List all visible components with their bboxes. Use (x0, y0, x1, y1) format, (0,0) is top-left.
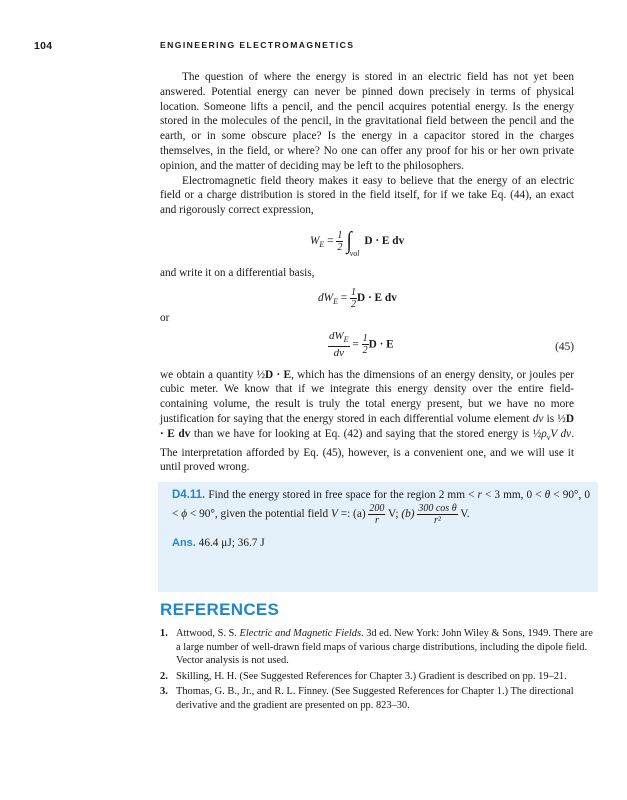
page-header (34, 40, 594, 54)
paragraph-4: we obtain a quantity ½D · E, which has the dimensions of an energy density, or joules per cubic meter. We know that if we integrate this energy density over the entire field-containing volume, the result is truly the total energy present, but we have no more justification for saying that the energy stored in each differential volume element dv is ½D · E dv than we have for looking at Eq. (42) and saying that the stored energy is $\frac{1}{2}\rho_vV$ dv. The interpretation afforded by Eq. (45), however, is a convenient one, and we will use it until proved wrong. (160, 368, 575, 474)
main-text (160, 70, 574, 475)
eq3-half: $\frac{1}{2}$ (362, 333, 368, 357)
drill-label: D4.11. (172, 489, 206, 501)
page-number: 104 (34, 40, 53, 52)
eq2-half: $\frac{1}{2}$ (350, 286, 356, 310)
eq1-lhs-sub: E (319, 240, 325, 250)
drill-problem-box (158, 482, 598, 592)
reference-item: 3. Thomas, G. B., Jr., and R. L. Finney. (See Suggested References for Chapter 1.) The directional derivative and the gradient are presented on pp. 823–30. (160, 686, 574, 711)
answer-label: Ans. (172, 537, 196, 549)
drill-problem-text: D4.11. Find the energy stored in free space for the region 2 mm < r < 3 mm, 0 < θ < 90°, 0 < ϕ < 90°, given the potential field V =: (a) $\frac{200}{r}$ V; (b) $\frac{\text{300 cos θ}}{\text{r²}}$ V. (172, 489, 591, 526)
eq2-lhs: dW (318, 291, 334, 304)
word-or: or (160, 311, 170, 324)
eq3-rhs: D · E (368, 338, 394, 351)
eq3-lhs-frac: $\frac{dW_E}{dv}$ (329, 329, 349, 359)
paragraph-1: The question of where the energy is stored in an electric field has not yet been answered. Potential energy can never be pinned down precisely in terms of physical location. Someone lifts a pencil, and the pencil acquires potential energy. Is the energy stored in the molecules of the pencil, in the gravitational field between the pencil and the earth, or in some obscure place? Is the energy in a capacitor stored in the charges themselves, in the field, or where? No one can offer any proof for his or her own private opinion, and the matter of deciding may be left to the philosophers. (160, 71, 574, 172)
eq1-lhs: W (310, 235, 320, 248)
equation-45: $\frac{dW_E}{dv}$ = $\frac{1}{2}$ D · E (45) (329, 329, 574, 359)
drill-frac-b: $\frac{\text{300 cos θ}}{\text{r²}}$ (418, 503, 457, 526)
integral-sign: ∫ (346, 228, 353, 255)
running-head: ENGINEERING ELECTROMAGNETICS (160, 40, 355, 50)
equation-number: (45) (555, 340, 574, 353)
eq1-rhs: D · E dv (364, 235, 405, 248)
equation-energy-integral (160, 222, 574, 266)
reference-item: 1. Attwood, S. S. Electric and Magnetic Fields. 3d ed. New York: John Wiley & Sons, 1949. There are a large number of well-drawn field maps of various charge distributions, including the dipole field. Vector analysis is not used. (160, 628, 593, 667)
paragraph-2: Electromagnetic field theory makes it easy to believe that the energy of an electric field or a charge distribution is stored in the field itself, for if we take Eq. (44), an exact and rigorously correct expression, (160, 174, 574, 217)
paragraph-3: and write it on a differential basis, (160, 266, 315, 279)
drill-answer (172, 536, 590, 551)
eq1-int-sub: vol (349, 249, 360, 259)
eq2-rhs: D · E dv (356, 291, 397, 304)
drill-frac-a: $\frac{200}{r}$ (369, 503, 385, 526)
eq1-equals: = (327, 235, 334, 248)
reference-item: 2. Skilling, H. H. (See Suggested References for Chapter 3.) Gradient is described on pp. 19–21. (160, 670, 567, 682)
references-heading: REFERENCES (160, 600, 280, 619)
answer-values: 46.4 μJ; 36.7 J (198, 537, 265, 549)
references-list (160, 627, 600, 715)
eq1-half: $\frac{1}{2}$ (337, 229, 343, 253)
equation-differential: $dW_E$ = $\frac{1}{2}$ D · E dv (318, 286, 397, 310)
